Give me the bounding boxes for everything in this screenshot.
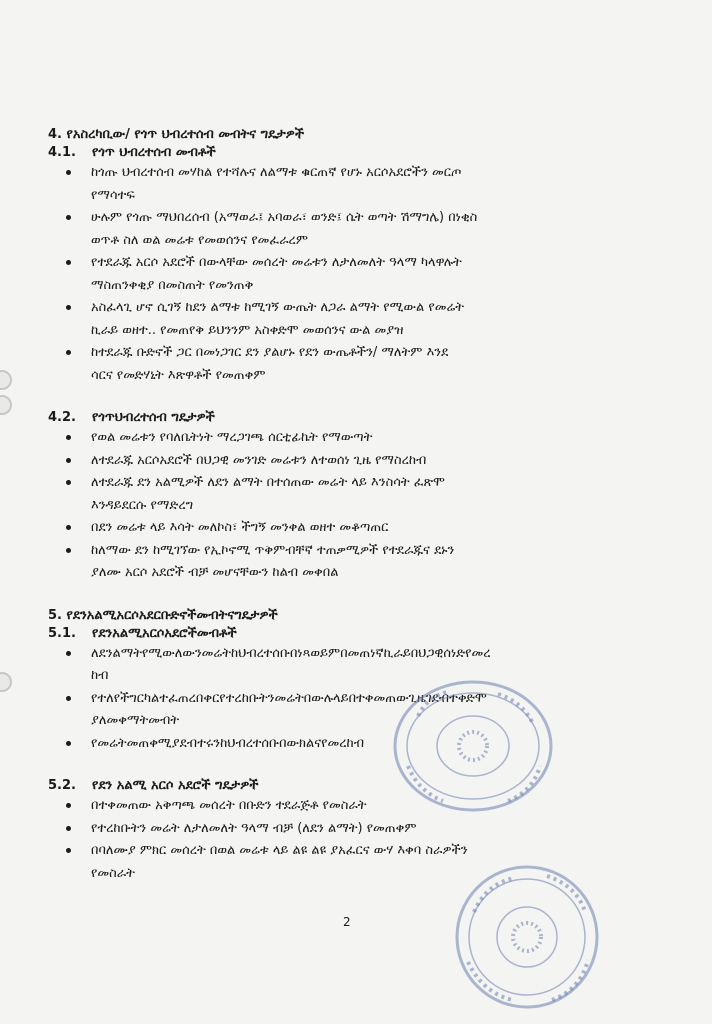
list-item-line: ያለሙ አርሶ አደሮች ብቻ መሆናቸውን ከልብ መቀበል	[91, 565, 339, 580]
list-item	[48, 733, 668, 756]
subsection-title: የደን አልሚ አርሶ አደሮች ግዴታዎች	[92, 778, 259, 793]
list-item-line: የማሳተፍ	[91, 187, 135, 203]
list-item-line: የተደራጁ አርሶ አደሮች በውላቸው መሰረት መሬቱን ለታለመለት ዓላማ ካላዋሉት	[91, 255, 462, 270]
list-item-line: የመስራት	[91, 865, 135, 881]
list-item-line: ከለማው ደን ከሚገኘው የኢኮኖሚ ጥቅምብቸኛ ተጠቃሚዎች የተደራጁና ደኑን	[91, 542, 455, 558]
list-item-line: የተረከቡትን መሬት ለታለመለት ዓላማ ብቻ (ለደን ልማት) የመጠቀም	[91, 820, 417, 836]
list-item-line: ያለመቀማትመብት	[91, 713, 180, 728]
subsection-4-1-heading	[48, 144, 668, 162]
section-5-heading: 5. የደንአልሚአርሶአደርቡድኖችመብትናግዴታዎች	[48, 607, 278, 623]
document-body	[48, 126, 668, 885]
punch-hole-top	[0, 370, 12, 390]
list-item-line: ኪራይ ወዘተ.. የመጠየቅ ይህንንም አስቀድሞ መወሰንና ውል መያዝ	[91, 322, 404, 338]
subsection-4-2-heading	[48, 409, 668, 427]
list-item	[48, 162, 668, 207]
section-4-heading: 4. የአስረካቢው/ የጎጥ ህብረተሰብ መብትና ግዴታዎች	[48, 127, 305, 142]
list-item-line: የወል መሬቱን የባለቤትነት ማረጋገጫ ሰርቲፊኬት የማውጣት	[91, 430, 373, 445]
list-item-line: ከጎጡ ህብረተሰብ መሃከል የተሻሉና ለልማቱ ቁርጠኛ የሆኑ አርሶአደሮችን መርጦ	[91, 165, 462, 180]
list-item	[48, 207, 668, 252]
official-stamp-lower	[452, 862, 602, 1012]
subsection-title: የጎጥህብረተሰብ ግዴታዎች	[92, 410, 215, 425]
subsection-number: 4.2.	[48, 410, 76, 425]
subsection-5-1-heading	[48, 625, 668, 643]
subsection-number: 5.2.	[48, 778, 76, 793]
list-item-line: በደን መሬቱ ላይ እሳት መለኮስ፣ ችግኝ መንቀል ወዘተ መቆጣጠር	[91, 520, 389, 535]
list-item-line: ከብ	[91, 668, 109, 683]
bullet-list-5-1	[48, 643, 668, 756]
subsection-number: 4.1.	[48, 145, 76, 160]
list-item-line: የመሬትመጠቀሚያደብተሩንከህብረተሰቡበውክልናየመረከብ	[91, 735, 365, 751]
list-item-line: ከተደራጁ ቡድኖች ጋር በመነጋገር ደን ያልሆኑ የደን ውጤቶችን/ ማለትም እንደ	[91, 345, 449, 360]
subsection-5-2-heading	[48, 777, 668, 795]
list-item-line: የተለየችግርካልተፈጠረበቀርየተረከቡትንመሬትበውሉላይበተቀመጠውጊዜገደብተቀድሞ	[91, 690, 487, 706]
subsection-title: የጎጥ ህብረተሰብ መብቶች	[92, 145, 216, 160]
list-item-line: ለተደራጁ አርሶአደሮች በህጋዊ መንገድ መሬቱን ለተወሰነ ጊዜ የማስረከብ	[91, 452, 427, 468]
list-item	[48, 297, 668, 342]
list-item	[48, 688, 668, 733]
list-item-line: ለደንልማትየሚውለውንመሬትከህብረተሰቡበነጻወይምበመጠነኛኪራይበህጋዊሰነድየመረ	[91, 645, 491, 661]
list-item	[48, 252, 668, 297]
list-item	[48, 472, 668, 517]
list-item	[48, 427, 668, 450]
bullet-list-4-2	[48, 427, 668, 585]
official-stamp-upper	[388, 676, 558, 816]
list-item-line: በባለሙያ ምክር መሰረት በወል መሬቱ ላይ ልዩ ልዩ ያአፈርና ውሃ እቀባ ስራዎችን	[91, 843, 468, 858]
list-item-line: አስፈላጊ ሆኖ ሲገኝ ከደን ልማቱ ከሚገኝ ውጤት ለጋራ ልማት የሚውል የመሬት	[91, 300, 465, 315]
list-item	[48, 643, 668, 688]
list-item	[48, 540, 668, 585]
subsection-title: የደንአልሚአርሶአደሮችመብቶች	[92, 625, 237, 641]
list-item-line: እንዳይደርሱ የማድረግ	[91, 497, 194, 513]
list-item-line: በተቀመጠው አቅጣጫ መሰረት በቡድን ተደራጅቶ የመስራት	[91, 798, 367, 813]
page-number: 2	[343, 915, 351, 929]
subsection-number: 5.1.	[48, 625, 76, 641]
list-item	[48, 342, 668, 387]
bullet-list-4-1	[48, 162, 668, 387]
list-item-line: ማስጠንቀቂያ በመስጠት የመንጠቅ	[91, 277, 254, 293]
list-item	[48, 517, 668, 540]
punch-hole-middle	[0, 395, 12, 415]
list-item-line: ወጥቶ ስለ ወል መሬቱ የመወሰንና የመፈራረም	[91, 232, 308, 248]
list-item-line: ለተደራጁ ደን አልሚዎች ለደን ልማት በተሰጠው መሬት ላይ እንስሳት ፈጽሞ	[91, 475, 445, 490]
list-item	[48, 795, 668, 818]
list-item-line: ሁሉም የጎጡ ማህበረሰብ (አማወራ፤ አባወራ፣ ወንድ፤ ሴት ወጣት ሽማግሌ) በነቂስ	[91, 210, 478, 225]
list-item-line: ሳርና የመድሃኒት እጽዋቶች የመጠቀም	[91, 367, 266, 383]
list-item	[48, 450, 668, 473]
list-item	[48, 818, 668, 841]
punch-hole-bottom	[0, 672, 12, 692]
